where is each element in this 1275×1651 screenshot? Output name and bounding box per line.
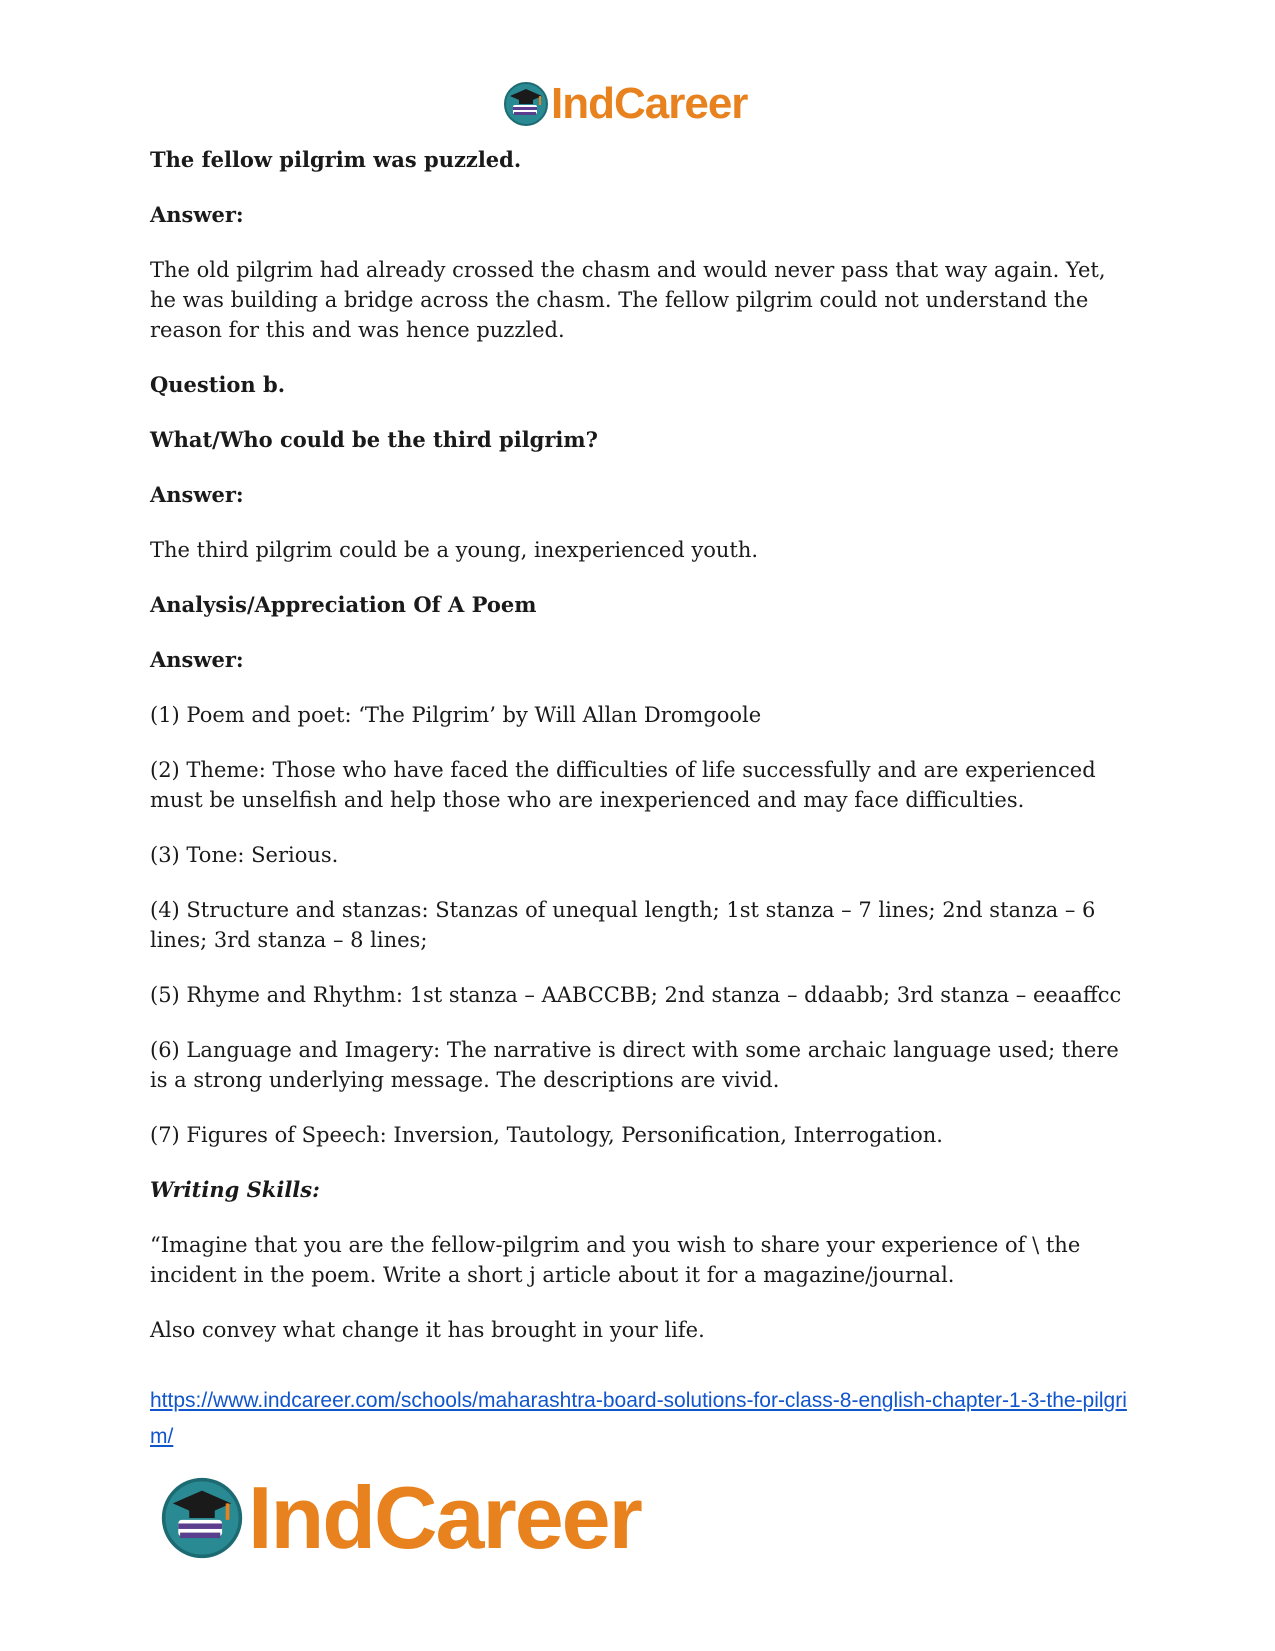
logo-text: IndCareer xyxy=(248,1468,641,1567)
answer-text: The third pilgrim could be a young, inexperienced youth. xyxy=(150,538,759,562)
graduation-cap-book-icon xyxy=(503,81,549,127)
analysis-item: (6) Language and Imagery: The narrative is direct with some archaic language used; there is a strong underlying message. The descriptions are vivid. xyxy=(150,1038,1119,1092)
header-logo xyxy=(503,80,747,128)
analysis-item: (4) Structure and stanzas: Stanzas of unequal length; 1st stanza – 7 lines; 2nd stanza – 6 lines; 3rd stanza – 8 lines; xyxy=(150,898,1096,952)
analysis-item: (2) Theme: Those who have faced the difficulties of life successfully and are experienced must be unselfish and help those who are inexperienced and may face difficulties. xyxy=(150,758,1096,812)
logo-text: IndCareer xyxy=(551,79,748,128)
footer-logo xyxy=(160,1468,641,1567)
answer-label: Answer: xyxy=(150,647,244,672)
analysis-item: (7) Figures of Speech: Inversion, Tautology, Personification, Interrogation. xyxy=(150,1123,943,1147)
source-url-link[interactable]: https://www.indcareer.com/schools/maharashtra-board-solutions-for-class-8-english-chapter-1-3-the-pilgrim/ xyxy=(150,1389,1127,1448)
writing-prompt: Also convey what change it has brought in your life. xyxy=(150,1318,705,1342)
analysis-item: (3) Tone: Serious. xyxy=(150,843,339,867)
section-heading: Writing Skills: xyxy=(150,1177,320,1202)
question-label: Question b. xyxy=(150,372,286,397)
section-heading: Analysis/Appreciation Of A Poem xyxy=(150,592,537,617)
answer-label: Answer: xyxy=(150,482,244,507)
answer-label: Answer: xyxy=(150,202,244,227)
question-text: The fellow pilgrim was puzzled. xyxy=(150,147,522,172)
answer-text: The old pilgrim had already crossed the chasm and would never pass that way again. Yet, he was building a bridge across the chasm. The fellow pilgrim could not understand the reason for this and was hence puzzled. xyxy=(150,258,1106,342)
question-text: What/Who could be the third pilgrim? xyxy=(150,427,598,452)
graduation-cap-book-icon xyxy=(160,1476,244,1560)
analysis-item: (1) Poem and poet: ‘The Pilgrim’ by Will Allan Dromgoole xyxy=(150,703,762,727)
writing-prompt: “Imagine that you are the fellow-pilgrim and you wish to share your experience of \ the incident in the poem. Write a short j article about it for a magazine/journal. xyxy=(150,1233,1081,1287)
document-body xyxy=(150,145,1130,1370)
analysis-item: (5) Rhyme and Rhythm: 1st stanza – AABCCBB; 2nd stanza – ddaabb; 3rd stanza – eeaaffcc xyxy=(150,983,1122,1007)
